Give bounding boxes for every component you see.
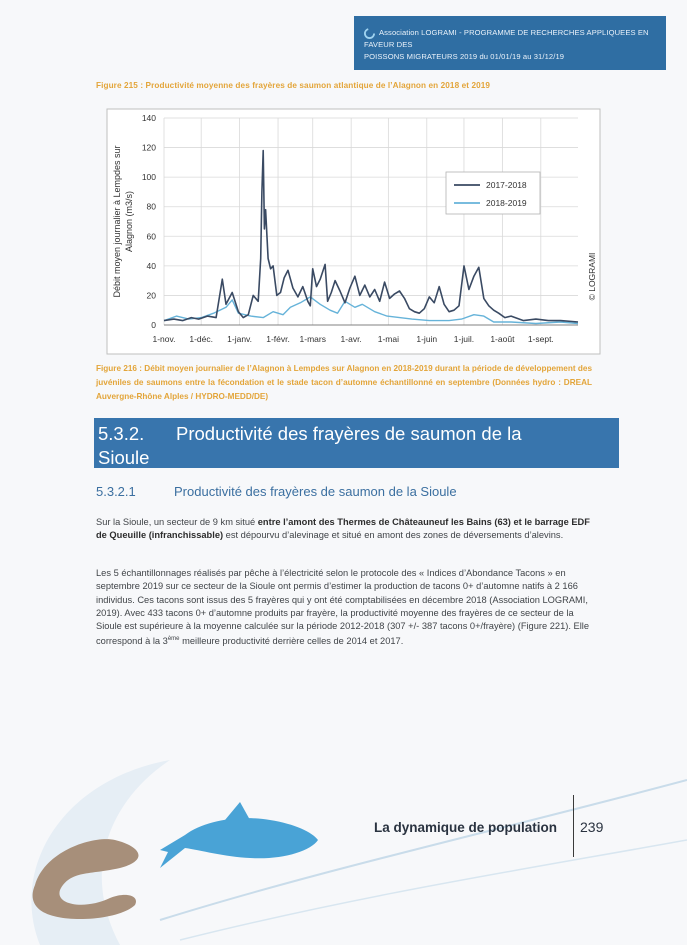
- y-axis-label-line1: Débit moyen journalier à Lempdes sur: [112, 145, 122, 298]
- y-tick-label: 20: [146, 290, 156, 301]
- y-tick-label: 120: [141, 142, 156, 153]
- flow-chart: [106, 108, 601, 355]
- lograMI-logo-icon: [364, 28, 375, 39]
- section-number: 5.3.2.: [98, 423, 145, 444]
- footer-divider: [573, 795, 574, 857]
- fish-icon: [160, 818, 318, 868]
- x-tick-label: 1-févr.: [266, 334, 290, 344]
- y-tick-label: 140: [141, 113, 156, 123]
- y-tick-label: 40: [146, 260, 156, 271]
- page-number: 239: [580, 819, 604, 835]
- chart-watermark: © LOGRAMI: [587, 252, 597, 301]
- x-tick-label: 1-avr.: [340, 334, 362, 344]
- paragraph-1-part1: Sur la Sioule, un secteur de 9 km situé: [96, 517, 258, 527]
- subsection-title: Productivité des frayères de saumon de la Sioule: [174, 484, 457, 499]
- fish-fin: [225, 802, 250, 820]
- section-heading: [94, 418, 619, 468]
- y-tick-label: 0: [151, 320, 156, 330]
- flow-chart-svg: [106, 108, 601, 355]
- x-tick-label: 1-nov.: [152, 334, 176, 344]
- paragraph-2-sup: ème: [167, 636, 180, 643]
- header-line1: Association LOGRAMI - PROGRAMME DE RECHERCHES APPLIQUEES EN FAVEUR DES: [364, 28, 649, 49]
- x-tick-label: 1-janv.: [227, 334, 253, 344]
- subsection-heading: [96, 484, 457, 499]
- y-axis-label-line2: Alagnon (m3/s): [124, 190, 134, 253]
- paragraph-2-tail: meilleure productivité derrière celles de 2014 et 2017.: [179, 636, 404, 647]
- paragraph-2: [96, 567, 593, 649]
- x-tick-label: 1-mai: [377, 334, 399, 344]
- section-title-line2: Sioule: [98, 447, 150, 468]
- header-line2: POISSONS MIGRATEURS 2019 du 01/01/19 au 31/12/19: [364, 52, 565, 61]
- legend-label-2018-2019: 2018-2019: [486, 198, 527, 208]
- paragraph-2-text: Les 5 échantillonnages réalisés par pêche à l’électricité selon le protocole des « Indices d’Abondance Tacons » en septembre 2019 sur ce secteur de la Sioule ont permis d’estimer la production de tacons 0+ d’automne natifs à 2 166 individus. Ces tacons sont issus des 5 frayères qui y ont été comptabilisées en décembre 2018 (Association LOGRAMI, 2019). Avec 433 tacons 0+ d’automne produits par frayère, la productivité moyenne des frayères de ce secteur de la Sioule est supérieure à la moyenne calculée sur la période 2012-2018 (307 +/- 387 tacons 0+/frayère) (Figure 221). Elle correspond à la 3: [96, 568, 590, 647]
- paragraph-1-part2: est dépourvu d’alevinage et situé en amont des zones de déversements d’alevins.: [223, 530, 564, 541]
- x-tick-label: 1-sept.: [527, 334, 554, 344]
- legend-label-2017-2018: 2017-2018: [486, 180, 527, 190]
- x-tick-label: 1-juil.: [453, 334, 475, 344]
- subsection-number: 5.3.2.1: [96, 484, 136, 499]
- figure-216-caption: Figure 216 : Débit moyen journalier de l’Alagnon à Lempdes sur Alagnon en 2018-2019 durant la période de développement des juvéniles de saumons entre la fécondation et le stade tacon d’automne échantillonné en septembre (Données hydro : DREAL Auvergne-Rhône Alples / HYDRO-MEDD/DE): [96, 364, 592, 401]
- paragraph-1: [96, 516, 593, 543]
- x-tick-label: 1-mars: [299, 334, 326, 344]
- footer-title: La dynamique de population: [374, 820, 558, 835]
- x-tick-label: 1-août: [490, 334, 515, 344]
- header-band: [354, 16, 666, 70]
- section-title-line1: Productivité des frayères de saumon de la: [176, 423, 522, 444]
- x-tick-label: 1-juin: [416, 334, 438, 344]
- figure-215-caption: Figure 215 : Productivité moyenne des frayères de saumon atlantique de l’Alagnon en 2018 et 2019: [96, 81, 491, 90]
- paragraph-1-bold: entre l’amont des Thermes de Châteauneuf les Bains (63) et le barrage EDF de Queuille (infranchissable): [96, 517, 590, 541]
- y-tick-label: 100: [141, 172, 156, 183]
- y-tick-label: 60: [146, 231, 156, 242]
- x-tick-label: 1-déc.: [189, 334, 213, 344]
- y-tick-label: 80: [146, 201, 156, 212]
